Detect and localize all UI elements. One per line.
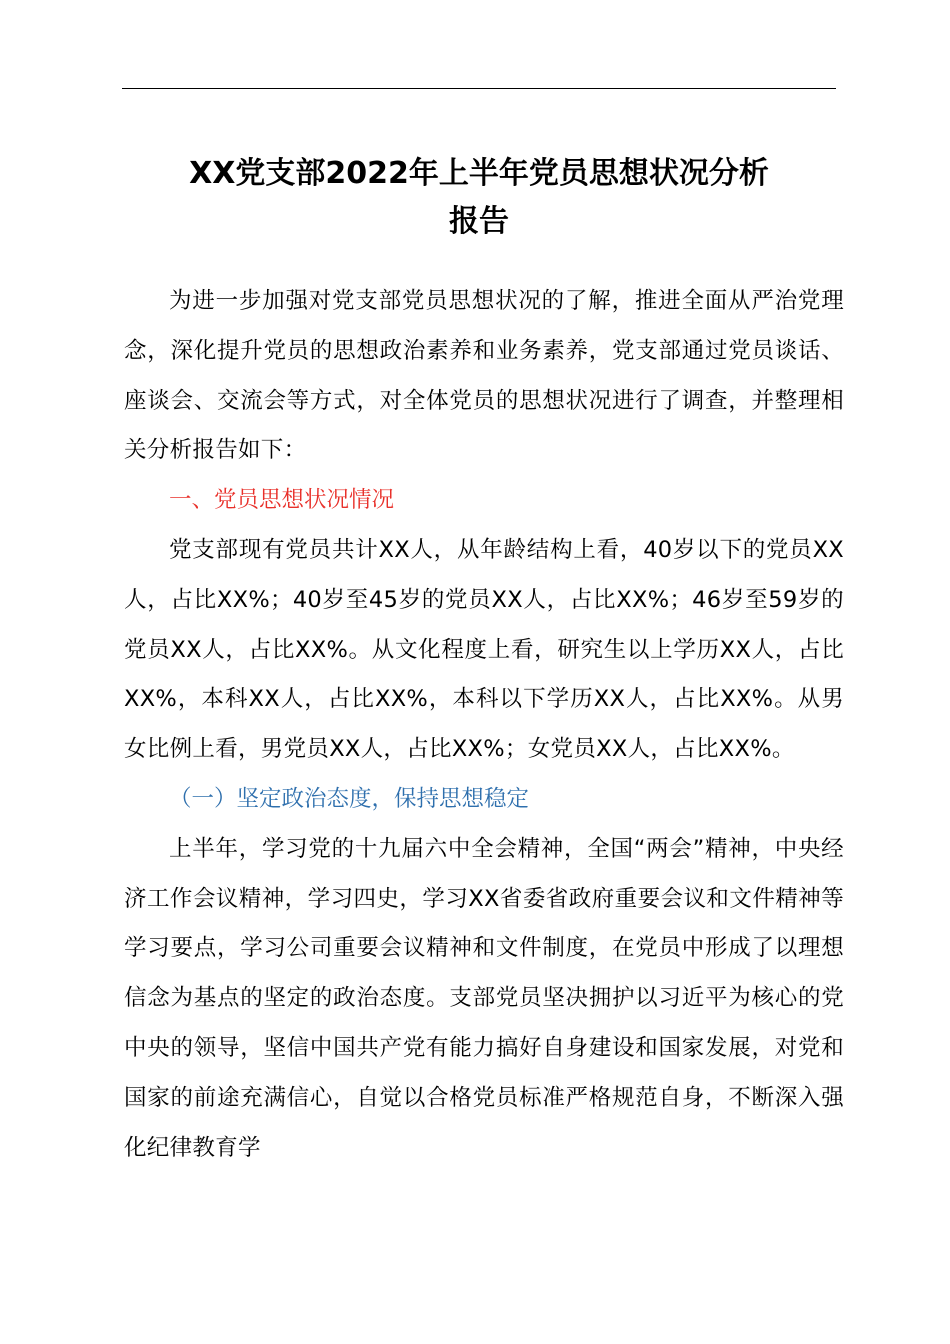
document-title <box>122 150 836 246</box>
header-rule <box>122 88 836 89</box>
intro-paragraph: 为进一步加强对党支部党员思想状况的了解，推进全面从严治党理念，深化提升党员的思想政治素养和业务素养，党支部通过党员谈话、座谈会、交流会等方式，对全体党员的思想状况进行了调查，并整理相关分析报告如下： <box>124 288 844 464</box>
section-1-paragraph: 党支部现有党员共计XX人，从年龄结构上看，40岁以下的党员XX人，占比XX%；40岁至45岁的党员XX人，占比XX%；46岁至59岁的党员XX人，占比XX%。从文化程度上看，研究生以上学历XX人，占比XX%，本科XX人，占比XX%，本科以下学历XX人，占比XX%。从男女比例上看，男党员XX人，占比XX%；女党员XX人，占比XX%。 <box>124 536 844 763</box>
document-body <box>124 277 844 1173</box>
section-heading-1: 一、党员思想状况情况 <box>169 487 395 514</box>
subsection-heading-1: （一）坚定政治态度，保持思想稳定 <box>169 785 530 812</box>
document-title-line-1: XX党支部2022年上半年党员思想状况分析 <box>189 156 769 191</box>
document-title-line-2: 报告 <box>449 204 509 239</box>
subsection-1-paragraph: 上半年，学习党的十九届六中全会精神，全国“两会”精神，中央经济工作会议精神，学习四史，学习XX省委省政府重要会议和文件精神等学习要点，学习公司重要会议精神和文件制度，在党员中形成了以理想信念为基点的坚定的政治态度。支部党员坚决拥护以习近平为核心的党中央的领导，坚信中国共产党有能力搞好自身建设和国家发展，对党和国家的前途充满信心，自觉以合格党员标准严格规范自身，不断深入强化纪律教育学 <box>124 835 844 1161</box>
